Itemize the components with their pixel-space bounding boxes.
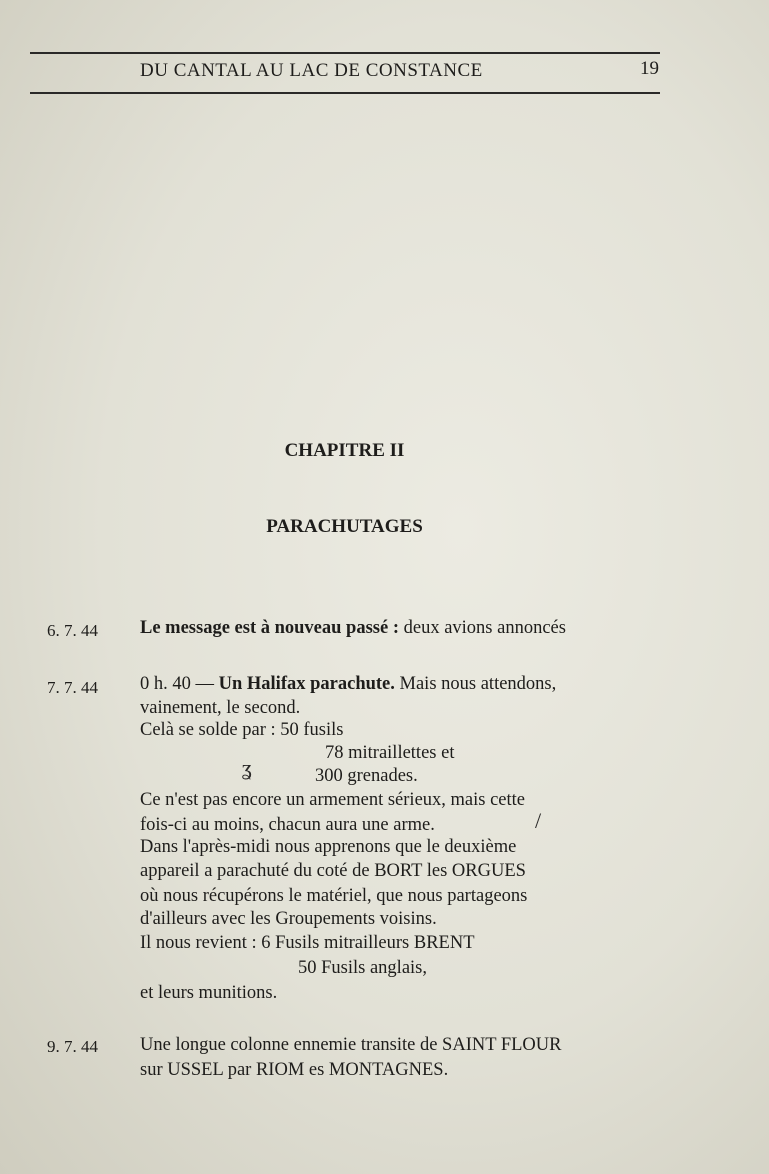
running-title: DU CANTAL AU LAC DE CONSTANCE — [140, 60, 483, 81]
text: deux avions annoncés — [399, 618, 566, 638]
page-number: 19 — [640, 58, 659, 79]
entry-line: 50 Fusils anglais, — [298, 958, 427, 978]
handwritten-mark-icon: ʓ — [242, 755, 252, 780]
entry-line: vainement, le second. — [140, 698, 301, 718]
entry-line: où nous récupérons le matériel, que nous partageons — [140, 886, 528, 906]
entry-line: 300 grenades. — [315, 766, 418, 786]
entry-line: Une longue colonne ennemie transite de SAINT FLOUR — [140, 1035, 562, 1055]
bold-text: Le message est à nouveau passé : — [140, 618, 399, 638]
text: Mais nous attendons, — [394, 674, 557, 694]
entry-date: 7. 7. 44 — [47, 678, 98, 697]
handwritten-tick-icon: / — [535, 808, 542, 833]
entry-line — [140, 618, 566, 639]
entry-line: 78 mitraillettes et — [325, 743, 455, 763]
header-rule-top — [30, 52, 660, 54]
entry-line: d'ailleurs avec les Groupements voisins. — [140, 909, 437, 929]
entry-line: Celà se solde par : 50 fusils — [140, 720, 344, 740]
entry-line: sur USSEL par RIOM es MONTAGNES. — [140, 1060, 449, 1080]
entry-line: Il nous revient : 6 Fusils mitrailleurs BRENT — [140, 933, 475, 953]
entry-date: 6. 7. 44 — [47, 621, 98, 640]
bold-text: Un Halifax parachute. — [218, 674, 395, 694]
chapter-subtitle: PARACHUTAGES — [266, 516, 423, 537]
entry-date: 9. 7. 44 — [47, 1037, 98, 1056]
chapter-title: CHAPITRE II — [284, 440, 405, 461]
time-prefix: 0 h. 40 — — [140, 674, 219, 694]
entry-line: fois-ci au moins, chacun aura une arme. — [140, 815, 435, 835]
entry-line: Dans l'après-midi nous apprenons que le deuxième — [140, 837, 517, 857]
entry-line: appareil a parachuté du coté de BORT les ORGUES — [140, 861, 526, 881]
entry-line: et leurs munitions. — [140, 983, 278, 1003]
entry-line — [140, 674, 556, 695]
header-rule-bottom — [30, 92, 660, 94]
entry-line: Ce n'est pas encore un armement sérieux, mais cette — [140, 790, 526, 810]
